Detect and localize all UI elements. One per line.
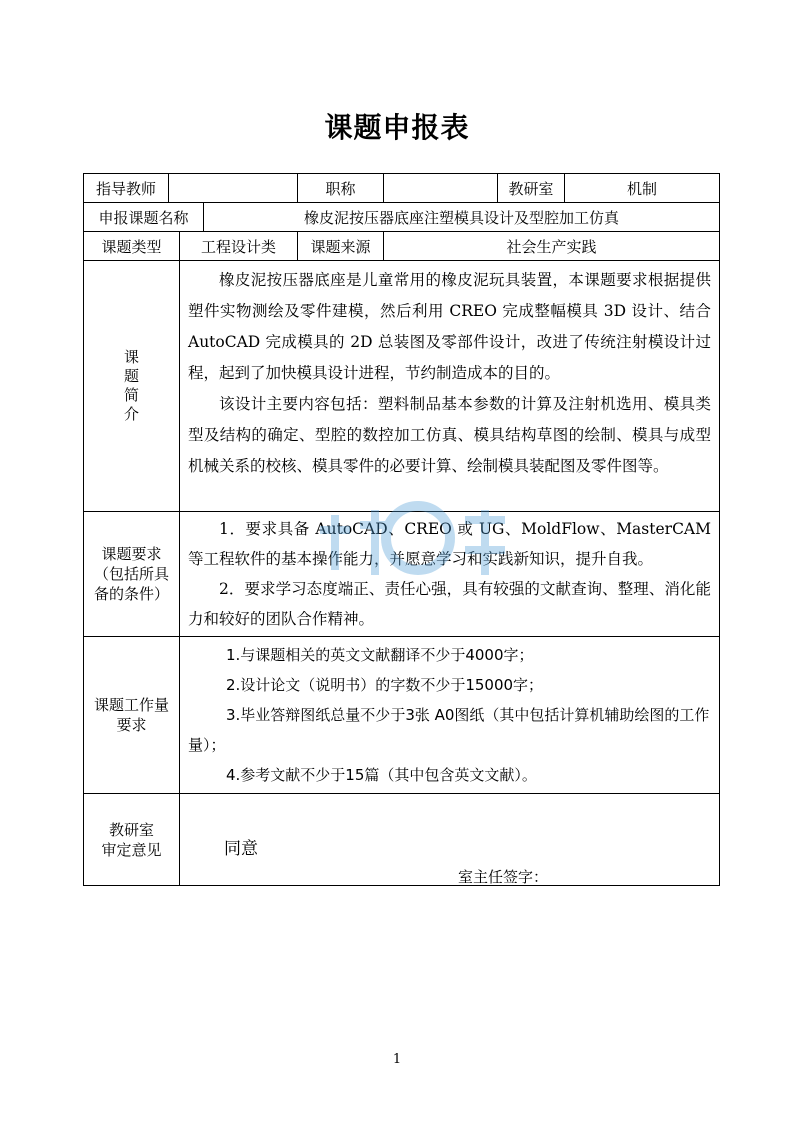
introduction-label-char: 课: [123, 348, 139, 366]
supervisor-label: 指导教师: [84, 174, 169, 202]
row-supervisor: [84, 174, 719, 203]
introduction-content: [180, 261, 719, 511]
review-label: [84, 794, 180, 886]
requirements-label-line: 备的条件）: [93, 585, 169, 603]
review-content: [180, 794, 719, 886]
title-rank-value: [384, 174, 498, 202]
workload-item: 3.毕业答辩图纸总量不少于3张 A0图纸（其中包括计算机辅助绘图的工作量）；: [188, 706, 710, 754]
row-workload: [84, 637, 719, 794]
requirements-label-line: 课题要求: [101, 545, 162, 563]
review-label-line: 审定意见: [101, 841, 162, 859]
row-project-type: [84, 232, 719, 261]
project-source-value: 社会生产实践: [506, 237, 597, 256]
department-label: 教研室: [498, 174, 565, 202]
project-type-value: 工程设计类: [180, 232, 298, 260]
workload-item: 2.设计论文（说明书）的字数不少于15000字；: [226, 676, 544, 694]
introduction-label-char: 介: [123, 405, 139, 423]
introduction-paragraph: 该设计主要内容包括：塑料制品基本参数的计算及注射机选用、模具类型及结构的确定、型腔的数控加工仿真、模具结构草图的绘制、模具与成型机械关系的校核、模具零件的必要计算、绘制模具装配图及零件图等。: [188, 395, 711, 475]
review-opinion: 同意: [224, 839, 258, 859]
introduction-label: [84, 261, 180, 511]
project-name-value: 橡皮泥按压器底座注塑模具设计及型腔加工仿真: [303, 208, 619, 227]
department-value: 机制: [626, 179, 657, 198]
page-number: 1: [392, 1052, 402, 1067]
page-title: 课题申报表: [324, 111, 470, 144]
project-source-label: 课题来源: [298, 232, 384, 260]
requirement-item: 1．要求具备 AutoCAD、CREO 或 UG、MoldFlow、MasterCAM 等工程软件的基本操作能力，并愿意学习和实践新知识，提升自我。: [188, 520, 711, 568]
review-signature-label: 室主任签字：: [458, 868, 549, 886]
project-type-label: 课题类型: [84, 232, 180, 260]
introduction-label-char: 简: [123, 386, 139, 404]
workload-label-line: 课题工作量: [93, 696, 169, 714]
row-requirements: [84, 512, 719, 637]
introduction-paragraph: 橡皮泥按压器底座是儿童常用的橡皮泥玩具装置，本课题要求根据提供塑件实物测绘及零件建模，然后利用 CREO 完成整幅模具 3D 设计、结合 AutoCAD 完成模具的 2D 总装图及零部件设计，改进了传统注射模设计过程，起到了加快模具设计进程，节约制造成本的目的。: [188, 271, 711, 382]
row-introduction: [84, 261, 719, 512]
workload-item: 1.与课题相关的英文文献翻译不少于4000字；: [226, 646, 534, 664]
workload-label: [84, 637, 180, 793]
requirement-item: 2．要求学习态度端正、责任心强，具有较强的文献查询、整理、消化能力和较好的团队合作精神。: [188, 580, 711, 628]
workload-item: 4.参考文献不少于15篇（其中包含英文文献）。: [226, 766, 537, 784]
project-name-label: 申报课题名称: [84, 203, 204, 231]
requirements-label-line: （包括所具: [93, 565, 169, 583]
title-rank-label: 职称: [298, 174, 384, 202]
supervisor-value: [169, 174, 298, 202]
row-review: [84, 794, 719, 886]
row-project-name: [84, 203, 719, 232]
introduction-label-char: 题: [123, 367, 139, 385]
workload-label-line: 要求: [116, 716, 147, 734]
requirements-content: [180, 512, 719, 636]
application-form: [83, 173, 720, 886]
requirements-label: [84, 512, 180, 636]
workload-content: [180, 637, 719, 793]
review-label-line: 教研室: [108, 821, 154, 839]
